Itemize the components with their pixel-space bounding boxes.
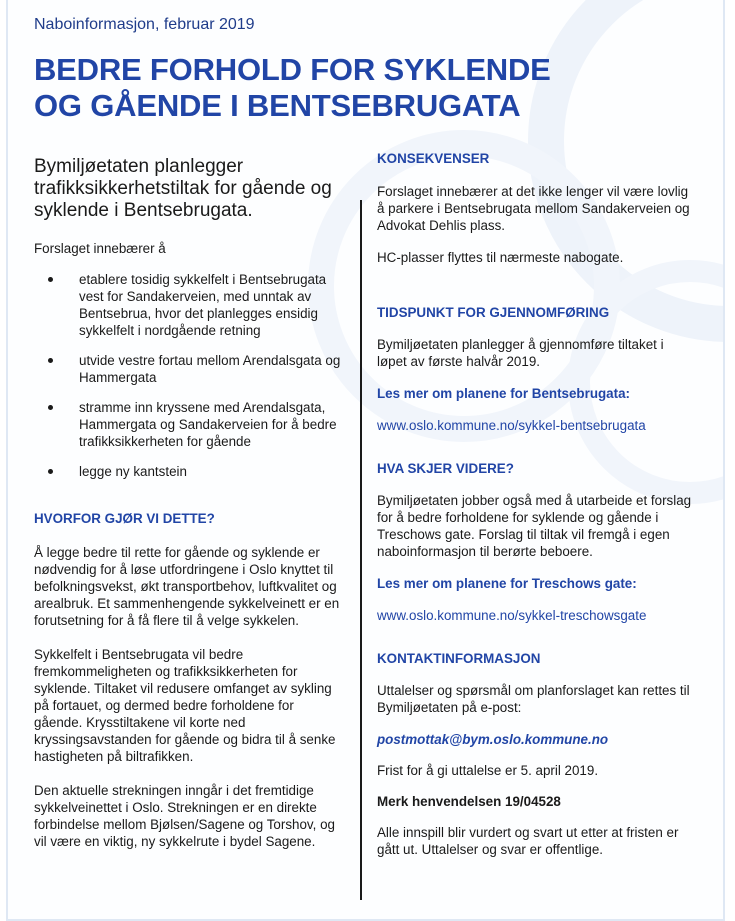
timing-more-label: Les mer om planene for Bentsebrugata: — [377, 386, 630, 401]
bentsebrugata-link[interactable]: www.oslo.kommune.no/sykkel-bentsebrugata — [377, 418, 646, 433]
contact-heading: KONTAKTINFORMASJON — [377, 651, 541, 666]
proposal-list — [34, 271, 344, 480]
why-paragraph-2: Sykkelfelt i Bentsebrugata vil bedre fremkommeligheten og trafikksikkerheten for syklende. Tiltaket vil redusere omfanget av sykling på fortauet, og dermed bedre forholdene for gående. Krysstiltakene vil korte ned kryssingsavstanden for gående og bidra til å senke hastigheten på biltrafikken. — [34, 647, 336, 764]
bullet-icon — [48, 405, 53, 410]
intro-text: Forslaget innebærer å — [34, 241, 166, 256]
column-divider — [360, 200, 362, 900]
consequences-paragraph-2: HC-plasser flyttes til nærmeste nabogate. — [377, 250, 624, 265]
title-line-1: BEDRE FORHOLD FOR SYKLENDE — [34, 52, 551, 87]
consequences-paragraph-1: Forslaget innebærer at det ikke lenger vil være lovlig å parkere i Bentsebrugata mellom Sandakerveien og Advokat Dehlis plass. — [377, 184, 690, 233]
list-item: utvide vestre fortau mellom Arendalsgata og Hammergata — [34, 352, 344, 386]
why-paragraph-1: Å legge bedre til rette for gående og syklende er nødvendig for å løse utfordringene i Oslo knyttet til befolkningsvekst, økt transportbehov, luftkvalitet og arealbruk. Et sammenhengende sykkelveinett er en forutsetning for å få flere til å velge sykkelen. — [34, 545, 340, 628]
bullet-icon — [48, 358, 53, 363]
contact-note: Alle innspill blir vurdert og svart ut etter at fristen er gått ut. Uttalelser og svar er offentlige. — [377, 825, 679, 857]
list-item: legge ny kantstein — [34, 463, 344, 480]
treschows-link[interactable]: www.oslo.kommune.no/sykkel-treschowsgate — [377, 608, 647, 623]
next-paragraph: Bymiljøetaten jobber også med å utarbeide et forslag for å bedre forholdene for syklende og gående i Treschows gate. Forslag til tiltak vil fremgå i egen naboinformasjon til berørte beboere. — [377, 493, 692, 559]
list-item: stramme inn kryssene med Arendalsgata, Hammergata og Sandakerveien for å bedre trafikksikkerheten for gående — [34, 399, 344, 450]
contact-email-link[interactable]: postmottak@bym.oslo.kommune.no — [377, 732, 609, 747]
kicker-text: Naboinformasjon, februar 2019 — [34, 16, 255, 33]
next-heading: HVA SKJER VIDERE? — [377, 461, 514, 476]
list-item: etablere tosidig sykkelfelt i Bentsebrugata vest for Sandakerveien, med unntak av Bentsebrua, hvor det planlegges ensidig sykkelfelt i nordgående retning — [34, 271, 344, 339]
left-column — [34, 240, 344, 850]
timing-heading: TIDSPUNKT FOR GJENNOMFØRING — [377, 305, 610, 320]
contact-reference: Merk henvendelsen 19/04528 — [377, 794, 561, 809]
bullet-icon — [48, 277, 53, 282]
contact-deadline: Frist for å gi uttalelse er 5. april 2019. — [377, 763, 599, 778]
lead-paragraph: Bymiljøetaten planlegger trafikksikkerhetstiltak for gående og syklende i Bentsebrugata. — [34, 156, 332, 221]
next-more-label: Les mer om planene for Treschows gate: — [377, 576, 637, 591]
contact-paragraph: Uttalelser og spørsmål om planforslaget kan rettes til Bymiljøetaten på e-post: — [377, 683, 690, 715]
why-paragraph-3: Den aktuelle strekningen inngår i det fremtidige sykkelveinettet i Oslo. Strekningen er en direkte forbindelse mellom Bjølsen/Sagene og Torshov, og vil være en viktig, ny sykkelrute i bydel Sagene. — [34, 783, 335, 849]
consequences-heading: KONSEKVENSER — [377, 151, 490, 166]
bullet-icon — [48, 469, 53, 474]
timing-paragraph: Bymiljøetaten planlegger å gjennomføre tiltaket i løpet av første halvår 2019. — [377, 337, 664, 369]
title-line-2: OG GÅENDE I BENTSEBRUGATA — [34, 88, 521, 123]
why-heading: HVORFOR GJØR VI DETTE? — [34, 511, 215, 526]
page-title — [34, 52, 694, 124]
right-column — [377, 150, 697, 858]
